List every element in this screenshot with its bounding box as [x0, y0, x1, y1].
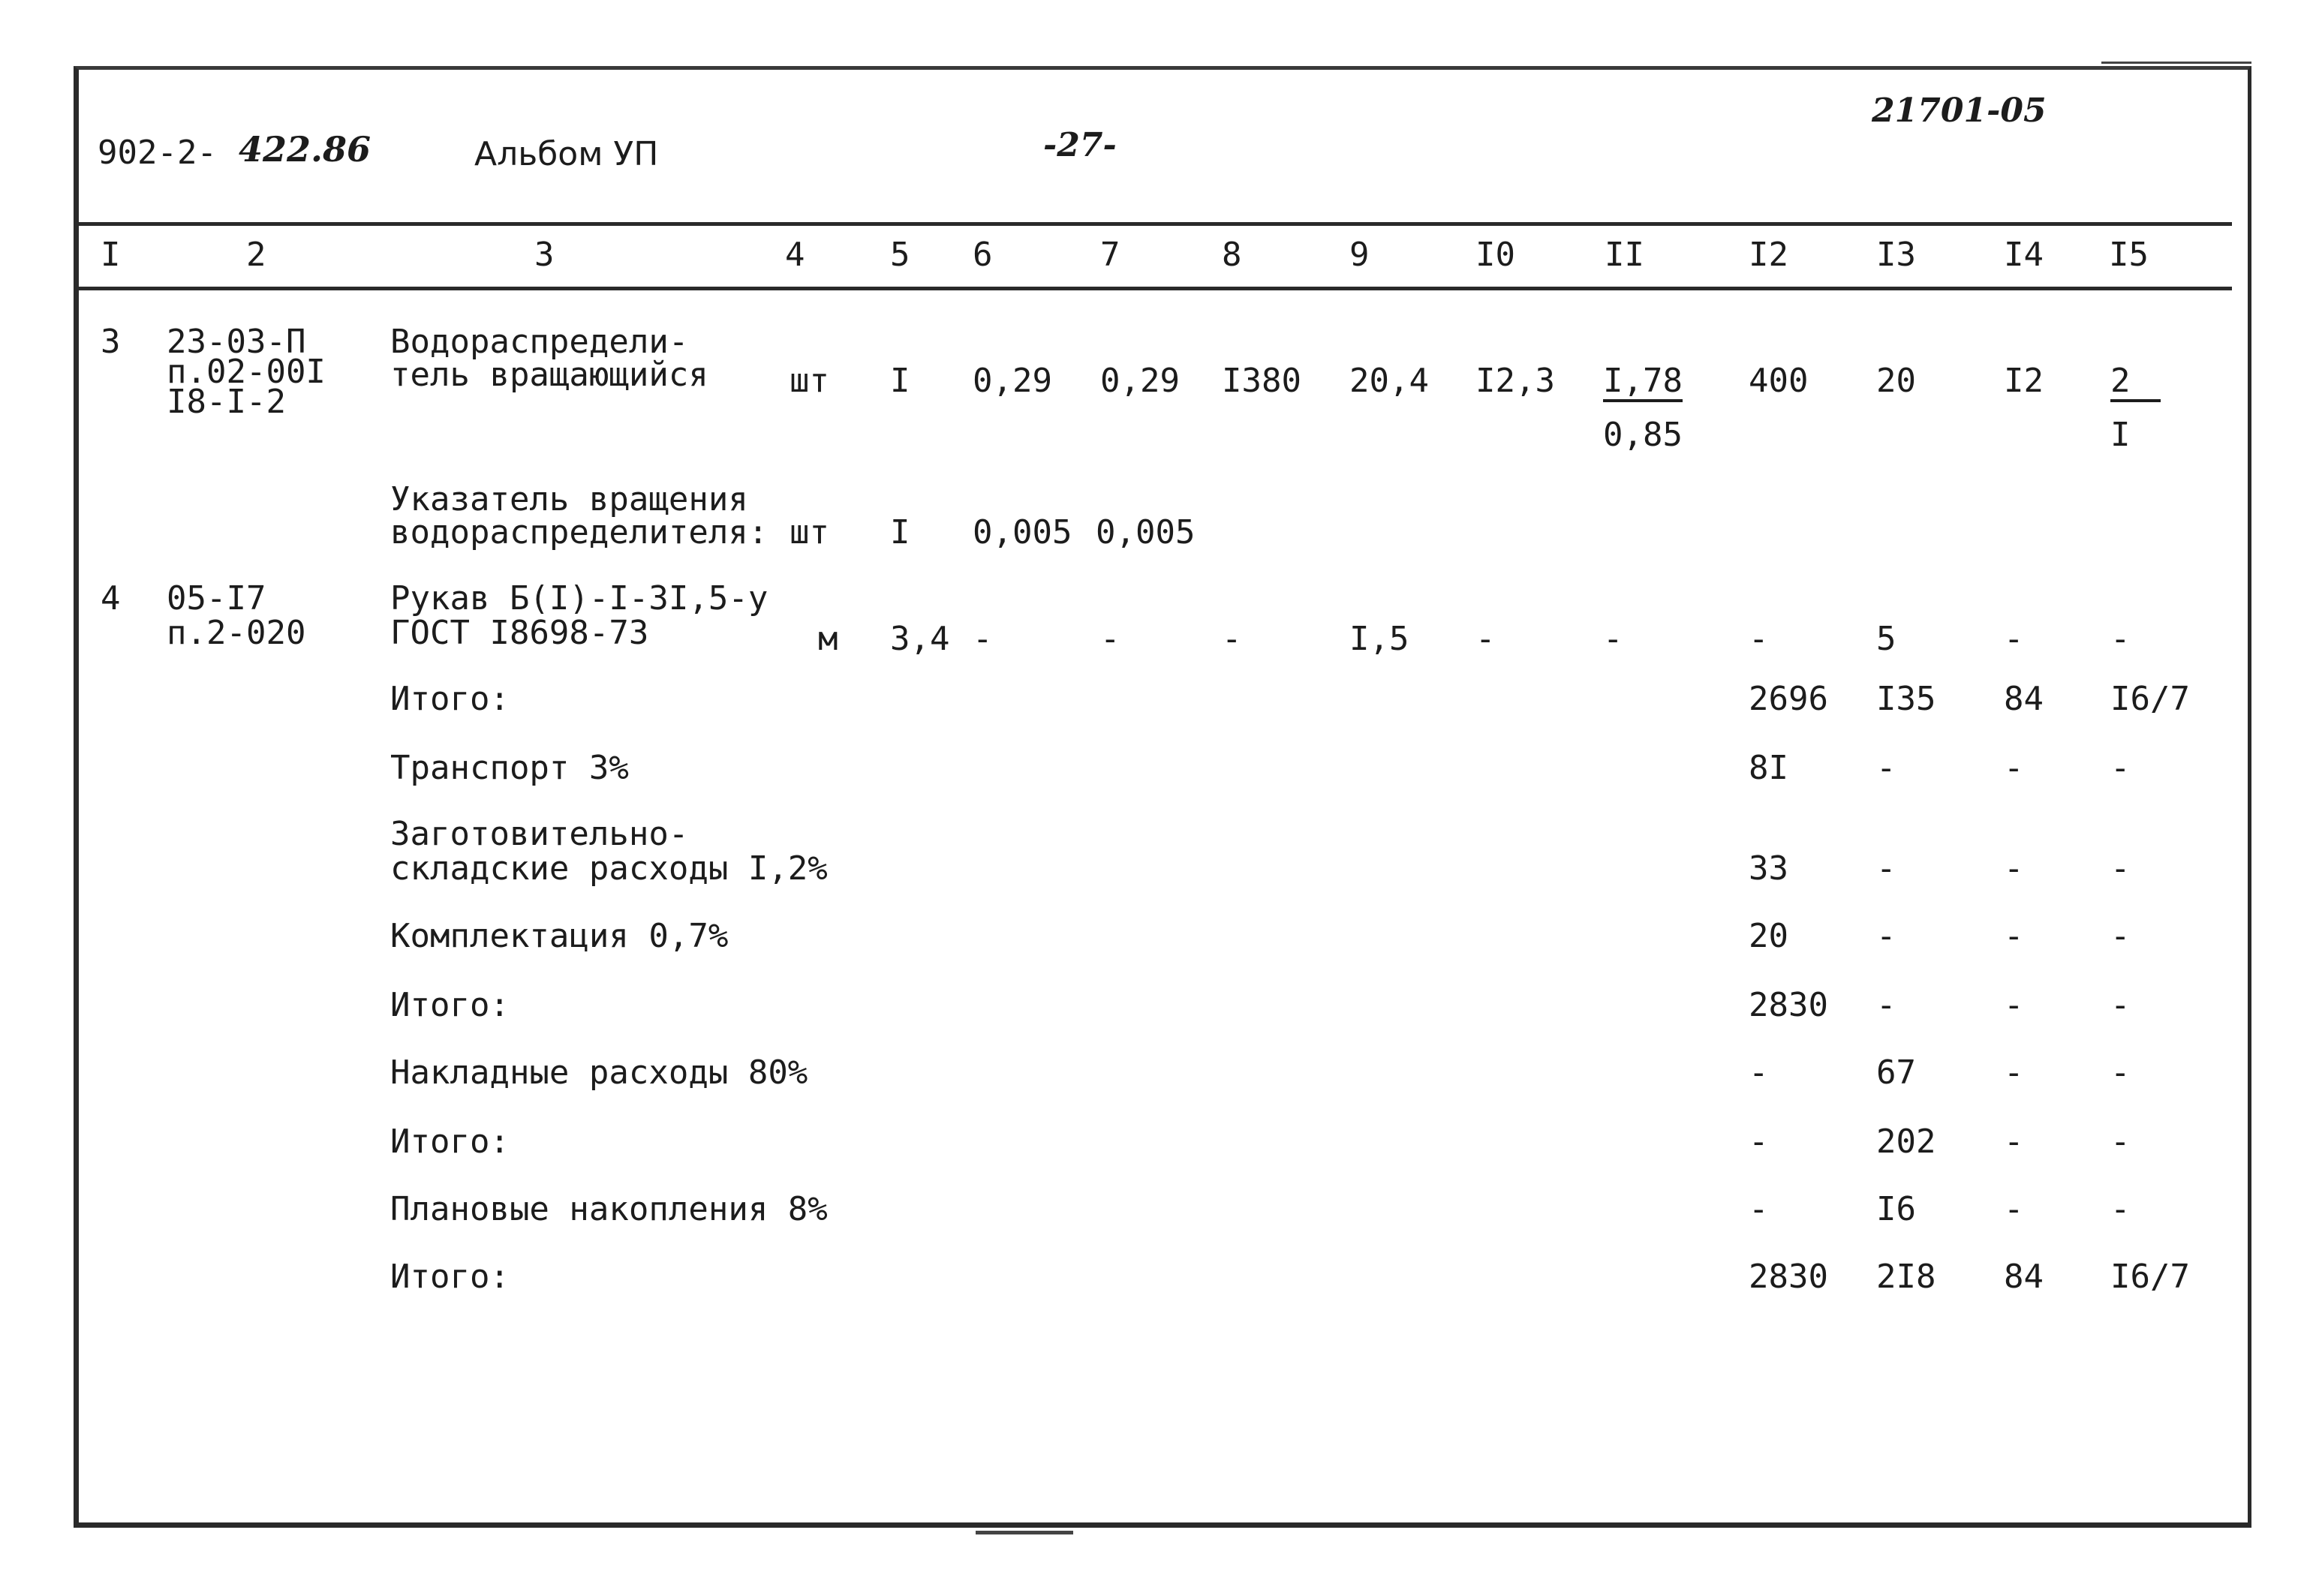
row4-c14: - [2004, 620, 2024, 658]
col-1: I [101, 236, 121, 274]
row3-c14: I2 [2004, 362, 2044, 400]
col-4: 4 [785, 236, 805, 274]
col-10: I0 [1475, 236, 1515, 274]
row3b-c6: 0,005 [973, 513, 1072, 552]
row3-name-line2: тель вращающийся [390, 356, 708, 394]
row3-name-line1: Водораспредели- [390, 323, 689, 361]
col-13: I3 [1876, 236, 1916, 274]
row3-c9: 20,4 [1349, 362, 1429, 400]
summary-label-line2: складские расходы I,2% [390, 849, 828, 888]
summary-c13: I6 [1876, 1190, 1916, 1228]
summary-label: Итого: [390, 1258, 510, 1296]
row4-num: 4 [101, 579, 121, 618]
summary-c14: - [2004, 917, 2024, 955]
col-6: 6 [973, 236, 993, 274]
row3-c10: I2,3 [1475, 362, 1555, 400]
summary-c12: 20 [1749, 917, 1788, 955]
col-2: 2 [246, 236, 266, 274]
summary-c13: - [1876, 917, 1896, 955]
summary-label: Комплектация 0,7% [390, 917, 729, 955]
row4-code-line2: п.2-020 [167, 614, 306, 652]
registration-stamp: 21701-05 [1872, 92, 2047, 130]
row4-c8: - [1222, 620, 1242, 658]
summary-c14: - [2004, 986, 2024, 1024]
row3-qty: I [890, 362, 910, 400]
row3-c13: 20 [1876, 362, 1916, 400]
summary-c13: 67 [1876, 1053, 1916, 1092]
row3-c12: 400 [1749, 362, 1809, 400]
summary-c14: - [2004, 1123, 2024, 1161]
summary-c12: - [1749, 1053, 1769, 1092]
summary-c12: 2830 [1749, 986, 1828, 1024]
row4-c9: I,5 [1349, 620, 1409, 658]
header-top-rule [78, 222, 2232, 226]
row4-unit: м [818, 620, 838, 658]
row4-c13: 5 [1876, 620, 1896, 658]
row4-name-line2: ГОСТ I8698-73 [390, 614, 649, 652]
col-11: II [1605, 236, 1644, 274]
summary-c15: - [2110, 849, 2131, 888]
summary-label: Плановые накопления 8% [390, 1190, 828, 1228]
col-15: I5 [2109, 236, 2149, 274]
summary-c13: - [1876, 749, 1896, 787]
summary-c12: 33 [1749, 849, 1788, 888]
row4-code-line1: 05-I7 [167, 579, 266, 618]
summary-label: Заготовительно- [390, 815, 689, 853]
page-number: -27- [1043, 126, 1117, 164]
col-7: 7 [1100, 236, 1120, 274]
row4-c15: - [2110, 620, 2131, 658]
row4-c7: - [1100, 620, 1120, 658]
summary-c15: - [2110, 986, 2131, 1024]
top-right-stub-line [2101, 62, 2251, 64]
summary-c14: - [2004, 749, 2024, 787]
summary-label: Накладные расходы 80% [390, 1053, 808, 1092]
col-9: 9 [1349, 236, 1370, 274]
summary-label: Итого: [390, 986, 510, 1024]
row4-c10: - [1475, 620, 1496, 658]
summary-c12: 8I [1749, 749, 1788, 787]
row3-num: 3 [101, 323, 121, 361]
row4-qty: 3,4 [890, 620, 950, 658]
summary-c14: 84 [2004, 680, 2044, 718]
summary-c15: - [2110, 1053, 2131, 1092]
row4-c11: - [1603, 620, 1623, 658]
bottom-stub-line [976, 1531, 1073, 1534]
summary-c13: I35 [1876, 680, 1936, 718]
summary-c13: 202 [1876, 1123, 1936, 1161]
summary-c14: - [2004, 849, 2024, 888]
summary-c13: - [1876, 986, 1896, 1024]
row3-unit: шт [790, 362, 829, 400]
summary-c15: - [2110, 1190, 2131, 1228]
album-title: Альбом УП [474, 135, 659, 173]
summary-c12: - [1749, 1190, 1769, 1228]
summary-c14: 84 [2004, 1258, 2044, 1296]
header-bottom-rule [78, 287, 2232, 290]
summary-c12: 2696 [1749, 680, 1828, 718]
row4-c12: - [1749, 620, 1769, 658]
page-frame [74, 66, 2251, 1528]
summary-c15: I6/7 [2110, 1258, 2190, 1296]
col-8: 8 [1222, 236, 1242, 274]
doc-prefix: 902-2- [98, 134, 217, 172]
col-3: 3 [534, 236, 555, 274]
col-5: 5 [890, 236, 910, 274]
row3-c6: 0,29 [973, 362, 1052, 400]
summary-label: Итого: [390, 1123, 510, 1161]
row3b-name-line1: Указатель вращения [390, 480, 748, 518]
summary-c15: - [2110, 1123, 2131, 1161]
row3-c11-numerator: I,78 [1603, 365, 1683, 402]
row3-c15-numerator: 2 [2110, 365, 2161, 402]
row3-code-line3: I8-I-2 [167, 383, 286, 421]
col-14: I4 [2004, 236, 2044, 274]
row3-c11-denominator: 0,85 [1603, 416, 1683, 454]
col-12: I2 [1749, 236, 1788, 274]
row3-c7: 0,29 [1100, 362, 1180, 400]
row3-c15-denominator: I [2110, 416, 2131, 454]
summary-c14: - [2004, 1190, 2024, 1228]
row4-name-line1: Рукав Б(I)-I-3I,5-у [390, 579, 769, 618]
summary-c15: - [2110, 749, 2131, 787]
doc-number: 422.86 [239, 129, 371, 170]
summary-c15: - [2110, 917, 2131, 955]
row4-c6: - [973, 620, 993, 658]
summary-c14: - [2004, 1053, 2024, 1092]
row3b-name-line2: водораспределителя: [390, 513, 769, 552]
summary-label: Итого: [390, 680, 510, 718]
summary-c15: I6/7 [2110, 680, 2190, 718]
summary-c13: 2I8 [1876, 1258, 1936, 1296]
row3-code-line1: 23-03-П [167, 323, 306, 361]
summary-c13: - [1876, 849, 1896, 888]
row3b-unit: шт [790, 513, 829, 552]
summary-c12: - [1749, 1123, 1769, 1161]
row3-c8: I380 [1222, 362, 1301, 400]
summary-c12: 2830 [1749, 1258, 1828, 1296]
row3b-c7: 0,005 [1096, 513, 1196, 552]
row3-code-line2: п.02-00I [167, 353, 326, 391]
row3b-qty: I [890, 513, 910, 552]
summary-label: Транспорт 3% [390, 749, 629, 787]
